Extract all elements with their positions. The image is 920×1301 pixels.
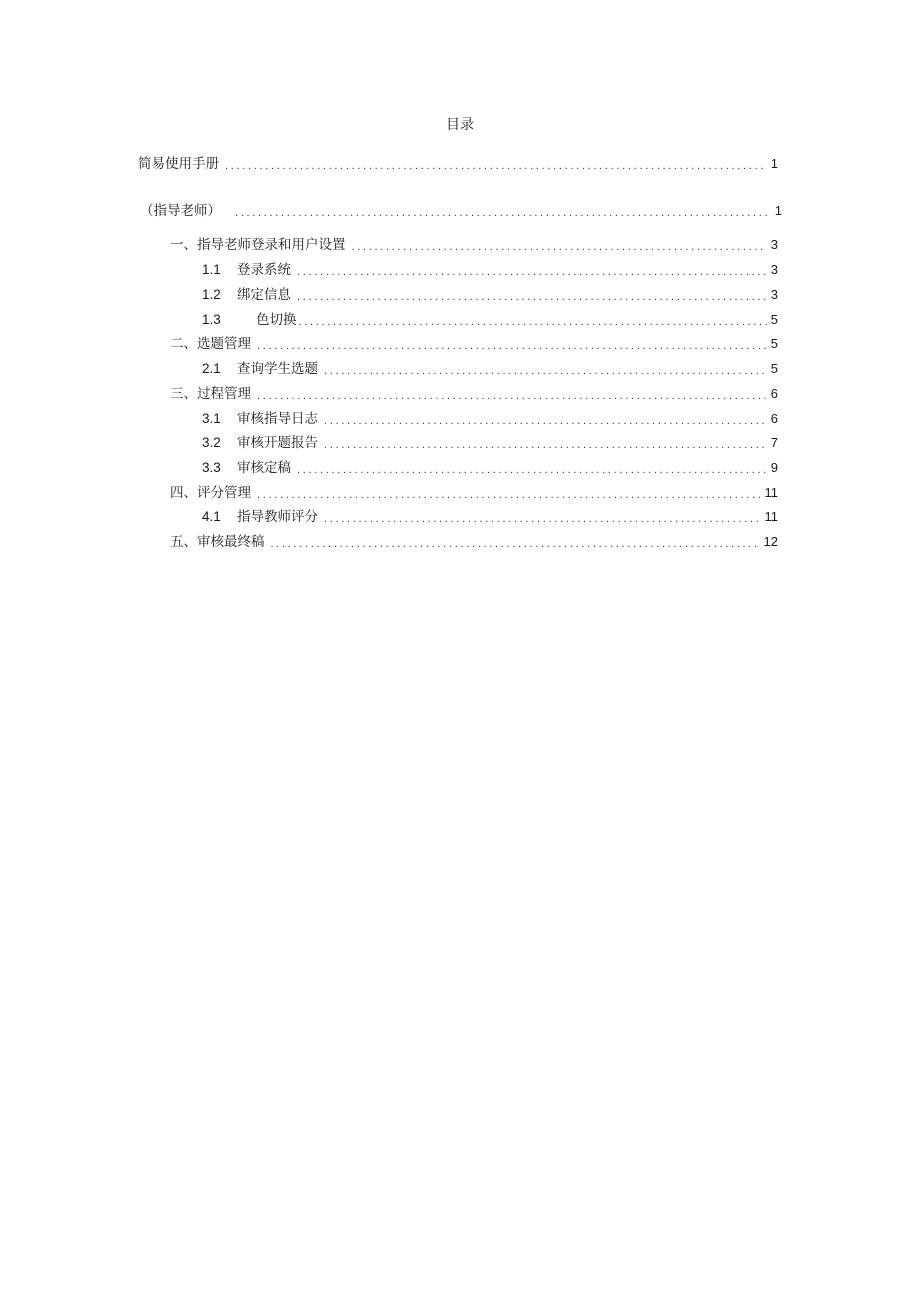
toc-entry-label: 查询学生选题 [237, 361, 318, 377]
toc-entry-4-1[interactable] [202, 508, 778, 526]
toc-entry-page: 12 [763, 534, 778, 549]
toc-entry-label: 简易使用手册 [138, 156, 219, 172]
toc-entry-2-1[interactable] [202, 360, 778, 378]
toc-title: 目录 [446, 117, 474, 133]
toc-entry-3-2[interactable] [202, 434, 778, 452]
toc-leader-dots [324, 364, 767, 378]
toc-entry-section-4[interactable] [170, 484, 778, 502]
toc-entry-label: 审核指导日志 [237, 411, 318, 427]
toc-leader-dots [225, 159, 767, 173]
toc-entry-number: 3.1 [202, 411, 221, 426]
toc-entry-label: 四、评分管理 [170, 485, 251, 501]
toc-entry-page: 5 [770, 336, 778, 351]
toc-entry-label: 登录系统 [237, 262, 291, 278]
toc-entry-manual[interactable] [138, 155, 778, 173]
toc-entry-number: 1.3 [202, 312, 221, 327]
toc-entry-label: 五、审核最终稿 [170, 534, 265, 550]
toc-entry-number: 1.2 [202, 287, 221, 302]
toc-entry-page: 1 [770, 156, 778, 171]
toc-entry-page: 3 [770, 237, 778, 252]
toc-entry-label: 绑定信息 [237, 287, 291, 303]
toc-entry-number: 2.1 [202, 361, 221, 376]
toc-entry-page: 6 [770, 411, 778, 426]
toc-entry-page: 6 [770, 386, 778, 401]
toc-entry-3-1[interactable] [202, 410, 778, 428]
toc-entry-section-2[interactable] [170, 335, 778, 353]
toc-leader-dots [257, 339, 767, 353]
toc-leader-dots [324, 438, 767, 452]
toc-entry-page: 3 [770, 287, 778, 302]
toc-entry-page: 11 [764, 509, 778, 524]
toc-entry-page: 5 [770, 312, 778, 327]
toc-leader-dots [257, 488, 761, 502]
toc-entry-label: 色切换 [256, 312, 297, 328]
toc-entry-number: 3.3 [202, 460, 221, 475]
toc-leader-dots [299, 315, 767, 329]
toc-leader-dots [324, 414, 767, 428]
toc-entry-page: 11 [764, 485, 778, 500]
toc-entry-number: 4.1 [202, 509, 221, 524]
toc-entry-advisor[interactable] [140, 202, 782, 220]
toc-entry-section-5[interactable] [170, 533, 778, 551]
toc-entry-page: 3 [770, 262, 778, 277]
toc-leader-dots [271, 537, 760, 551]
toc-entry-page: 9 [770, 460, 778, 475]
toc-entry-label: 审核定稿 [237, 460, 291, 476]
toc-entry-label: 审核开题报告 [237, 435, 318, 451]
toc-entry-page: 1 [774, 203, 782, 218]
toc-entry-section-3[interactable] [170, 385, 778, 403]
toc-leader-dots [352, 240, 767, 254]
toc-entry-number: 1.1 [202, 262, 221, 277]
toc-entry-section-1[interactable] [170, 236, 778, 254]
toc-entry-number: 3.2 [202, 435, 221, 450]
toc-leader-dots [297, 265, 767, 279]
toc-entry-label: 三、过程管理 [170, 386, 251, 402]
toc-entry-label: （指导老师） [140, 203, 221, 219]
toc-entry-page: 7 [770, 435, 778, 450]
toc-entry-1-2[interactable] [202, 286, 778, 304]
toc-entry-label: 一、指导老师登录和用户设置 [170, 237, 346, 253]
toc-leader-dots [257, 389, 767, 403]
toc-leader-dots [324, 512, 761, 526]
toc-leader-dots [235, 206, 771, 220]
toc-entry-label: 指导教师评分 [237, 509, 318, 525]
toc-leader-dots [297, 463, 767, 477]
toc-entry-page: 5 [770, 361, 778, 376]
toc-entry-1-1[interactable] [202, 261, 778, 279]
toc-entry-1-3[interactable] [202, 311, 778, 329]
toc-leader-dots [297, 290, 767, 304]
toc-entry-label: 二、选题管理 [170, 336, 251, 352]
toc-entry-3-3[interactable] [202, 459, 778, 477]
